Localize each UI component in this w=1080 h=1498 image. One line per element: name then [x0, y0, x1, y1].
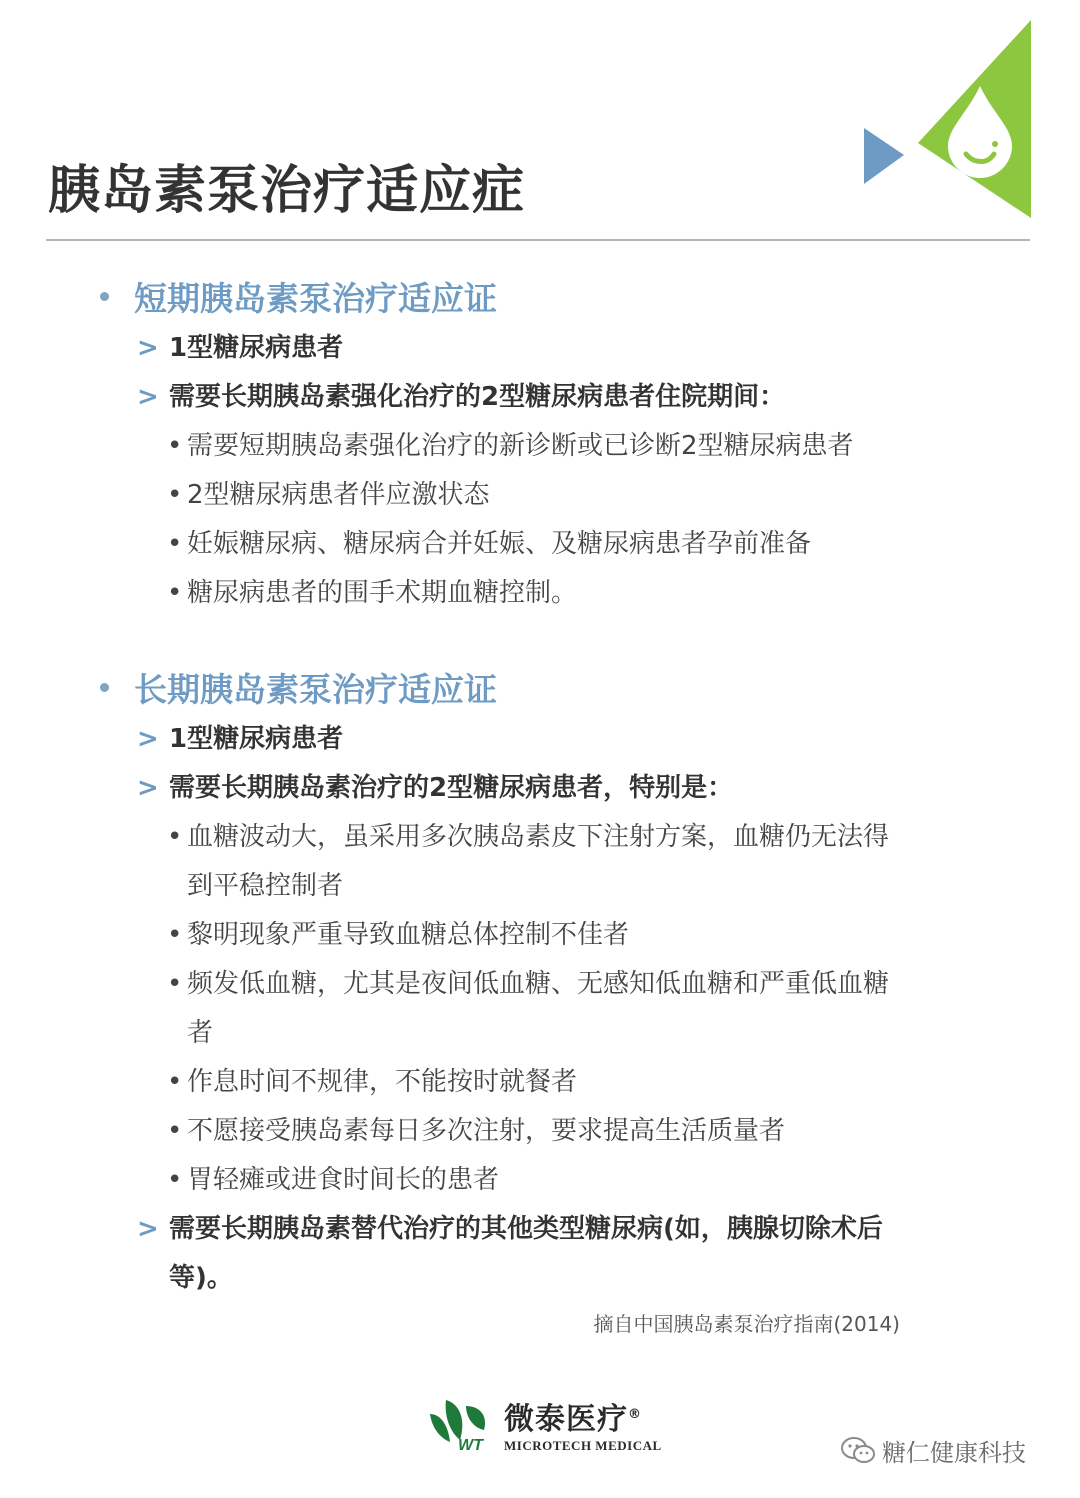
bullet-icon: •: [167, 529, 183, 559]
arrow-icon: >: [137, 333, 159, 363]
list-item-text: 频发低血糖，尤其是夜间低血糖、无感知低血糖和严重低血糖者: [187, 969, 890, 1048]
svg-text:WT: WT: [458, 1437, 483, 1452]
sub-item: [137, 715, 909, 764]
sub-item: [137, 1205, 909, 1303]
section-short-term: [100, 268, 909, 618]
drop-triangle-icon: [860, 18, 1035, 220]
page-title: 胰岛素泵治疗适应症: [48, 161, 526, 221]
list-item: [167, 813, 909, 911]
bullet-dot-icon: [100, 292, 109, 301]
bullet-icon: •: [167, 1116, 183, 1146]
footer-brand: [426, 1394, 662, 1454]
list-item-text: 妊娠糖尿病、糖尿病合并妊娠、及糖尿病患者孕前准备: [187, 529, 812, 559]
wechat-icon: [840, 1436, 876, 1466]
watermark-text: 糖仁健康科技: [882, 1439, 1026, 1467]
list-item-text: 需要短期胰岛素强化治疗的新诊断或已诊断2型糖尿病患者: [187, 431, 854, 461]
registered-mark: ®: [628, 1407, 642, 1422]
list-item-text: 糖尿病患者的围手术期血糖控制。: [187, 578, 578, 608]
brand-name-cn: 微泰医疗: [504, 1402, 628, 1437]
arrow-icon: >: [137, 382, 159, 412]
list-item-text: 黎明现象严重导致血糖总体控制不佳者: [187, 920, 630, 950]
bullet-dot-icon: [100, 683, 109, 692]
bullet-icon: •: [167, 822, 183, 852]
list-item: [167, 422, 909, 471]
bullet-icon: •: [167, 431, 183, 461]
bullet-icon: •: [167, 480, 183, 510]
bullet-icon: •: [167, 1165, 183, 1195]
arrow-icon: >: [137, 724, 159, 754]
list-item-text: 血糖波动大，虽采用多次胰岛素皮下注射方案，血糖仍无法得到平稳控制者: [187, 822, 890, 901]
section-long-term: [100, 659, 909, 1303]
list-item-text: 不愿接受胰岛素每日多次注射，要求提高生活质量者: [187, 1116, 786, 1146]
arrow-icon: >: [137, 1214, 159, 1244]
watermark: [840, 1433, 1026, 1468]
list-item: [167, 1058, 909, 1107]
sub-item: [137, 764, 909, 813]
list-item: [167, 911, 909, 960]
sub-item-text: 1型糖尿病患者: [169, 333, 344, 363]
sub-item-text: 需要长期胰岛素替代治疗的其他类型糖尿病(如，胰腺切除术后等)。: [169, 1214, 883, 1293]
brand-name-en: MICROTECH MEDICAL: [504, 1438, 662, 1453]
sub-item-text: 1型糖尿病患者: [169, 724, 344, 754]
title-divider: [46, 239, 1030, 241]
section-title: 长期胰岛素泵治疗适应证: [134, 669, 497, 709]
sub-item-text: 需要长期胰岛素强化治疗的2型糖尿病患者住院期间：: [169, 382, 786, 412]
list-item: [167, 1107, 909, 1156]
list-item: [167, 960, 909, 1058]
bullet-icon: •: [167, 969, 183, 999]
section-heading: [100, 659, 909, 715]
sub-item: [137, 324, 909, 373]
list-item: [167, 1156, 909, 1205]
arrow-icon: >: [137, 773, 159, 803]
section-title: 短期胰岛素泵治疗适应证: [134, 278, 497, 318]
list-item: [167, 520, 909, 569]
list-item-text: 胃轻瘫或进食时间长的患者: [187, 1165, 500, 1195]
bullet-icon: •: [167, 578, 183, 608]
list-item: [167, 569, 909, 618]
list-item-text: 2型糖尿病患者伴应激状态: [187, 480, 490, 510]
leaf-logo-icon: [426, 1396, 498, 1452]
section-heading: [100, 268, 909, 324]
sub-item-text: 需要长期胰岛素治疗的2型糖尿病患者，特别是：: [169, 773, 734, 803]
source-citation: 摘自中国胰岛素泵治疗指南(2014): [593, 1312, 900, 1336]
list-item-text: 作息时间不规律，不能按时就餐者: [187, 1067, 578, 1097]
bullet-icon: •: [167, 920, 183, 950]
sub-item: [137, 373, 909, 422]
bullet-icon: •: [167, 1067, 183, 1097]
list-item: [167, 471, 909, 520]
